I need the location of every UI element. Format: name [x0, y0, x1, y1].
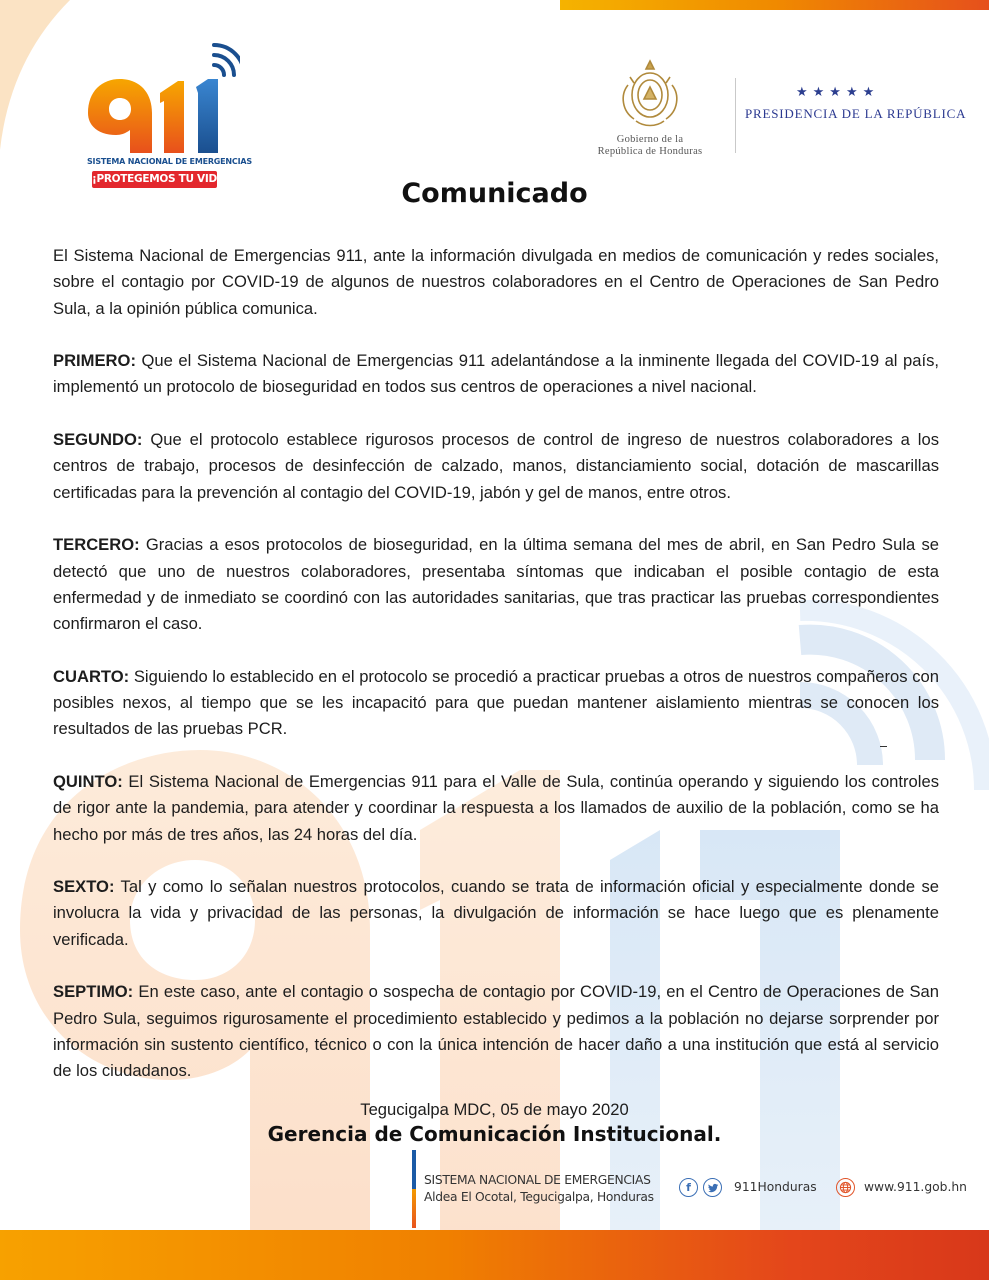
section-text: Gracias a esos protocolos de bioseguridad, en la última semana del mes de abril, en San Pedro Sula se detectó que uno de nuestros colaboradores, presentaba síntomas que indicaban el posible contagio de esta enfermedad y de inmediato se coordinó con las autoridades sanitarias, que tras practicar las pruebas correspondientes confirmaron el caso. — [53, 535, 939, 634]
bottom-color-band — [0, 1230, 989, 1280]
logo-911-tagline: SISTEMA NACIONAL DE EMERGENCIAS — [87, 157, 252, 166]
section-text: Tal y como lo señalan nuestros protocolos, cuando se trata de información oficial y especialmente donde se involucra la vida y privacidad de las personas, la divulgación de información se hace luego que es plenamente verificada. — [53, 877, 939, 949]
section-label: SEPTIMO: — [53, 982, 134, 1002]
section-segundo — [53, 427, 939, 506]
section-label: CUARTO: — [53, 666, 130, 686]
page-title: Comunicado — [401, 178, 588, 209]
social-handle-link[interactable]: 911Honduras — [734, 1180, 817, 1194]
facebook-icon[interactable]: f — [679, 1178, 698, 1197]
section-label: TERCERO: — [53, 535, 140, 555]
top-stripe — [560, 0, 989, 10]
twitter-icon[interactable] — [703, 1178, 722, 1197]
logo-911-slogan: ¡PROTEGEMOS TU VIDA! — [92, 171, 217, 188]
intro-paragraph: El Sistema Nacional de Emergencias 911, ante la información divulgada en medios de comunicación y redes sociales, sobre el contagio por COVID-19 de algunos de nuestros colaboradores en el Centro de Operaciones de San Pedro Sula, a la opinión pública comunica. — [53, 246, 939, 318]
section-quinto — [53, 769, 939, 848]
section-label: QUINTO: — [53, 771, 123, 791]
place-date: Tegucigalpa MDC, 05 de mayo 2020 — [360, 1100, 629, 1119]
section-label: SEGUNDO: — [53, 430, 143, 450]
footer-address: Aldea El Ocotal, Tegucigalpa, Honduras — [424, 1190, 654, 1204]
footer-color-bar — [412, 1150, 416, 1228]
top-corner-decoration — [0, 0, 70, 150]
section-text: En este caso, ante el contagio o sospecha de contagio por COVID-19, en el Centro de Operaciones de San Pedro Sula, seguimos rigurosamente el procedimiento establecido y pedimos a la población no dejarse sorprender por información sin sustento científico, técnico o con la única intención de hacer daño a una institución que está al servicio de los ciudadanos. — [53, 982, 939, 1081]
section-cuarto — [53, 664, 939, 743]
section-text: El Sistema Nacional de Emergencias 911 para el Valle de Sula, continúa operando y siguiendo los controles de rigor ante la pandemia, para atender y coordinar la respuesta a los llamados de auxilio de la población, como se ha hecho por más de tres años, las 24 horas del día. — [53, 771, 939, 844]
wifi-signal-icon — [214, 45, 240, 75]
section-label: PRIMERO: — [53, 351, 136, 371]
website-link[interactable]: www.911.gob.hn — [864, 1180, 967, 1194]
presidencia-stars: ★★★★★ — [796, 84, 880, 99]
section-tercero — [53, 532, 939, 637]
section-sexto — [53, 874, 939, 953]
section-septimo — [53, 979, 939, 1084]
presidencia-label: PRESIDENCIA DE LA REPÚBLICA — [745, 106, 967, 121]
gobierno-line1: Gobierno de la — [616, 134, 684, 145]
gobierno-honduras-label — [580, 134, 720, 158]
gobierno-line2: República de Honduras — [597, 146, 703, 157]
section-text: Siguiendo lo establecido en el protocolo se procedió a practicar pruebas a otros de nuestros compañeros con posibles nexos, al tiempo que se les incapacitó para que puedan mantener aislamiento mientras se conocen los resultados de las pruebas PCR. — [53, 666, 939, 739]
coat-of-arms-icon — [610, 55, 690, 135]
document-body — [53, 243, 939, 1111]
section-text: Que el Sistema Nacional de Emergencias 911 adelantándose a la inminente llegada del COVID-19 al país, implementó un protocolo de bioseguridad en todos sus centros de operaciones a nivel nacional. — [53, 351, 939, 397]
footer-org-name: SISTEMA NACIONAL DE EMERGENCIAS — [424, 1173, 651, 1187]
header-divider — [735, 78, 736, 153]
stray-mark — [880, 746, 887, 747]
section-text: Que el protocolo establece rigurosos procesos de control de ingreso de nuestros colaboradores a los centros de trabajo, procesos de desinfección de calzado, manos, distanciamiento social, dotación de mascarillas certificadas para la prevención al contagio del COVID-19, jabón y gel de manos, entre otros. — [53, 430, 939, 502]
section-primero — [53, 348, 939, 401]
globe-icon — [836, 1178, 855, 1197]
signature-line: Gerencia de Comunicación Institucional. — [267, 1122, 722, 1146]
section-label: SEXTO: — [53, 877, 115, 897]
